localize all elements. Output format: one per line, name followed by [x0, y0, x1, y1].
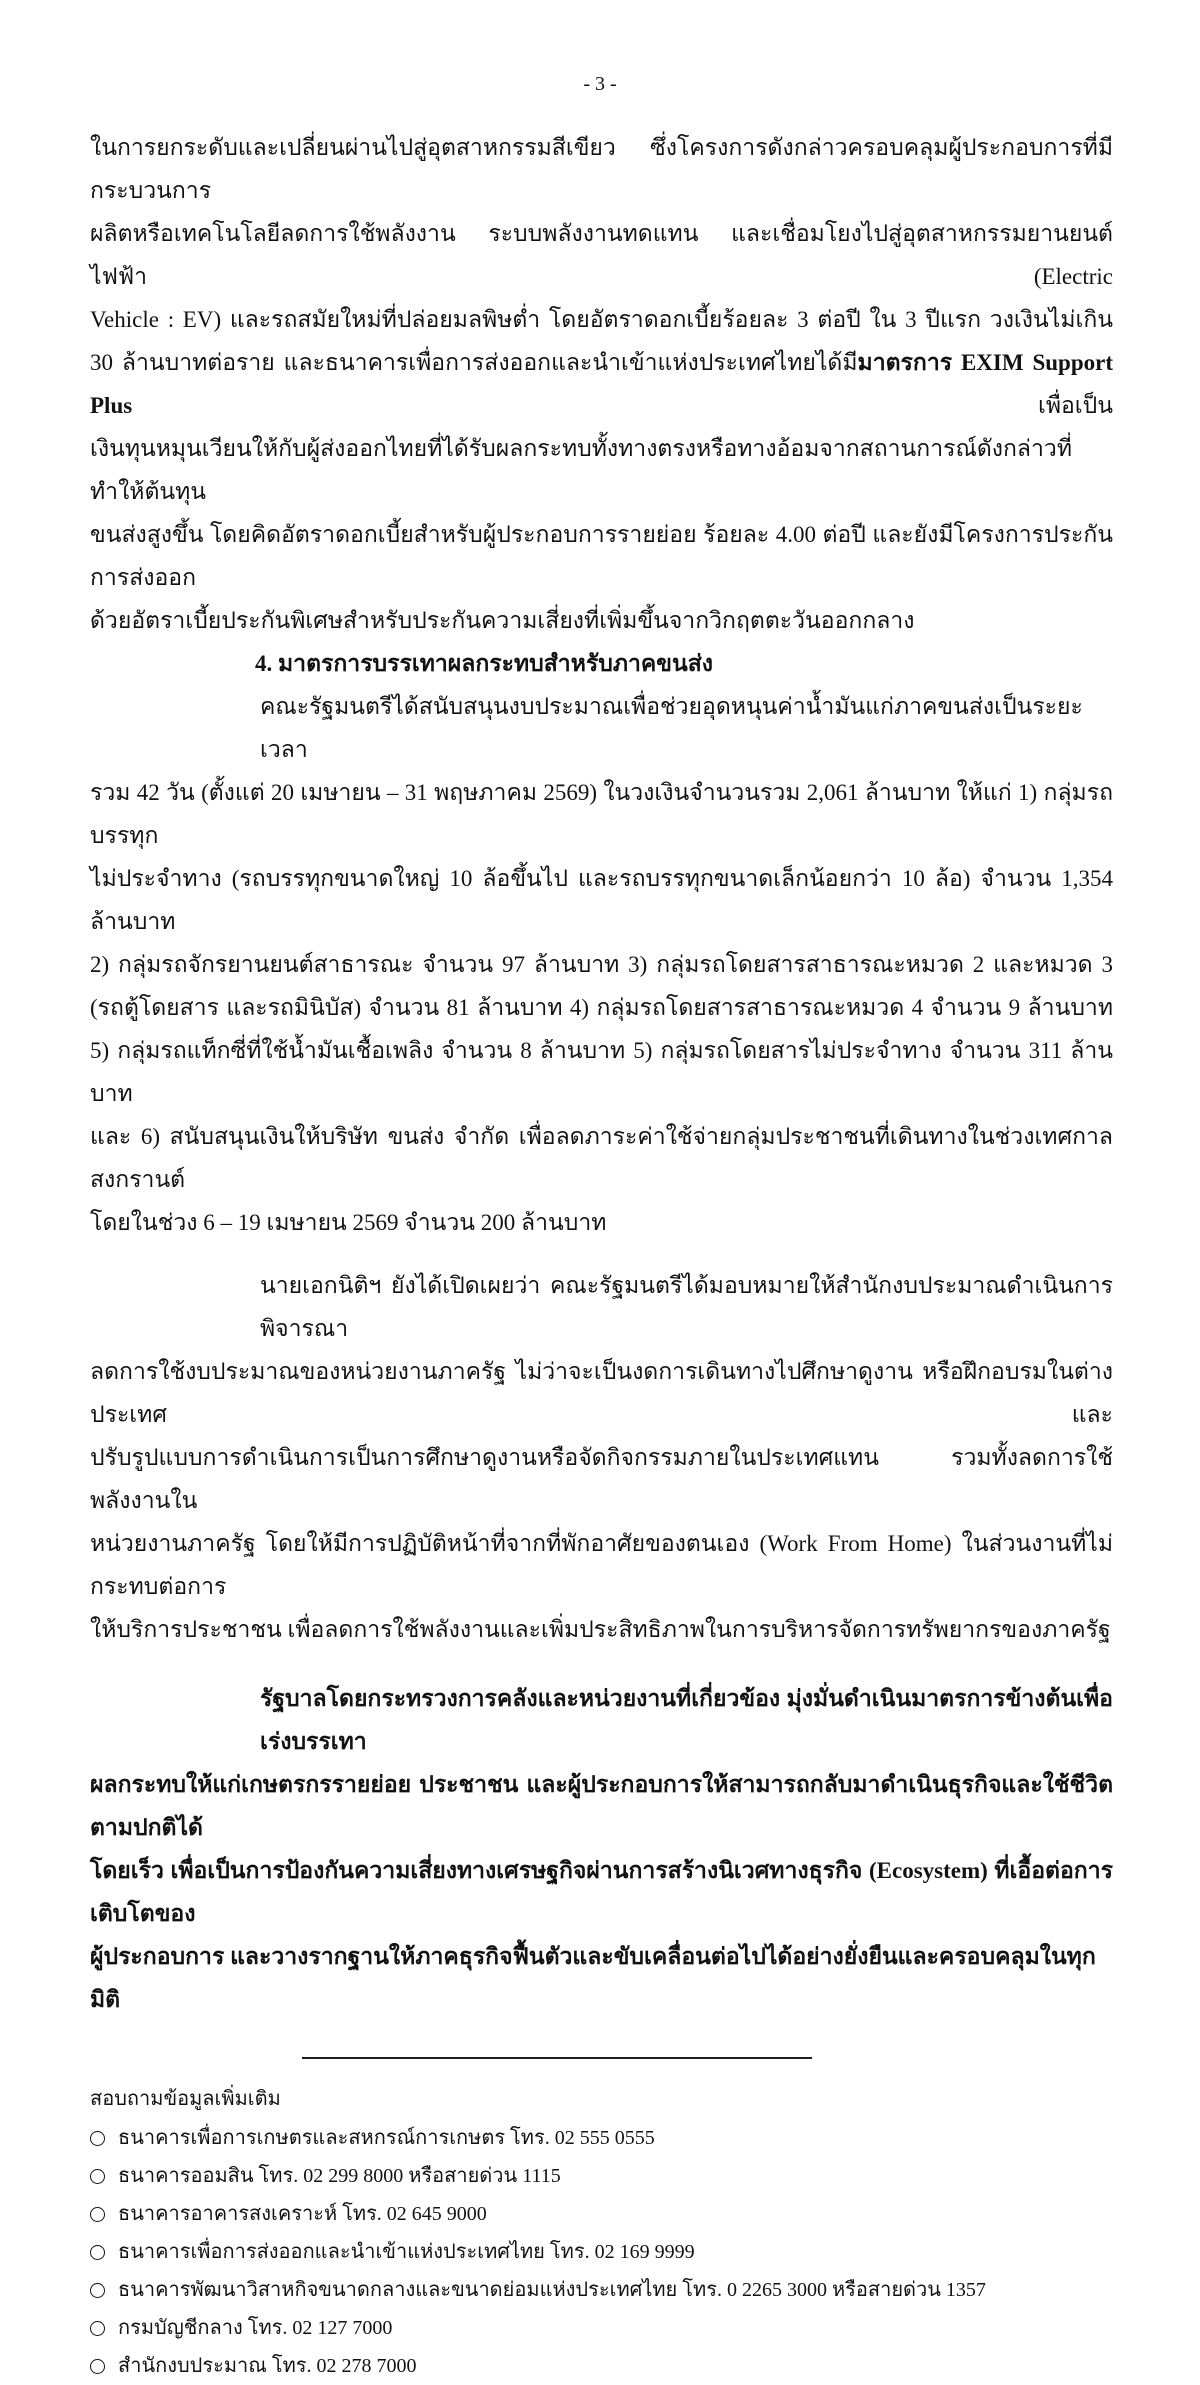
- contact-item-text: ธนาคารเพื่อการส่งออกและนำเข้าแห่งประเทศไทย โทร. 02 169 9999: [118, 2241, 695, 2263]
- page-number: - 3 -: [583, 73, 617, 95]
- text-line: 2) กลุ่มรถจักรยานยนต์สาธารณะ จำนวน 97 ล้านบาท 3) กลุ่มรถโดยสารสาธารณะหมวด 2 และหมวด 3: [90, 952, 1113, 977]
- text-line: ให้บริการประชาชน เพื่อลดการใช้พลังงานและเพิ่มประสิทธิภาพในการบริหารจัดการทรัพยากรของภาครัฐ: [90, 1617, 1111, 1642]
- text-line: รวม 42 วัน (ตั้งแต่ 20 เมษายน – 31 พฤษภาคม 2569) ในวงเงินจำนวนรวม 2,061 ล้านบาท ให้แก่ 1) กลุ่มรถบรรทุก: [90, 780, 1113, 848]
- text-segment: 30 ล้านบาทต่อราย และธนาคารเพื่อการส่งออกและนำเข้าแห่งประเทศไทยได้มี: [90, 350, 858, 375]
- text-line: คณะรัฐมนตรีได้สนับสนุนงบประมาณเพื่อช่วยอุดหนุนค่าน้ำมันแก่ภาคขนส่งเป็นระยะเวลา: [260, 694, 1083, 762]
- contact-item-text: ธนาคารออมสิน โทร. 02 299 8000 หรือสายด่วน 1115: [118, 2165, 561, 2187]
- circle-bullet-icon: [90, 2245, 105, 2260]
- contact-heading: สอบถามข้อมูลเพิ่มเติม: [90, 2088, 281, 2110]
- contact-item: [90, 2233, 1113, 2271]
- text-line: ไม่ประจำทาง (รถบรรทุกขนาดใหญ่ 10 ล้อขึ้นไป และรถบรรทุกขนาดเล็กน้อยกว่า 10 ล้อ) จำนวน 1,354 ล้านบาท: [90, 866, 1113, 934]
- text-line: และ 6) สนับสนุนเงินให้บริษัท ขนส่ง จำกัด เพื่อลดภาระค่าใช้จ่ายกลุ่มประชาชนที่เดินทางในช่วงเทศกาลสงกรานต์: [90, 1124, 1113, 1192]
- circle-bullet-icon: [90, 2169, 105, 2184]
- text-line: ปรับรูปแบบการดำเนินการเป็นการศึกษาดูงานหรือจัดกิจกรรมภายในประเทศแทน รวมทั้งลดการใช้พลังงานใน: [90, 1445, 1113, 1513]
- contact-section: [90, 2079, 1113, 2385]
- circle-bullet-icon: [90, 2283, 105, 2298]
- circle-bullet-icon: [90, 2131, 105, 2146]
- text-line: นายเอกนิติฯ ยังได้เปิดเผยว่า คณะรัฐมนตรีได้มอบหมายให้สำนักงบประมาณดำเนินการพิจารณา: [260, 1273, 1113, 1341]
- divider-line: [302, 2057, 812, 2059]
- contact-item-text: กรมบัญชีกลาง โทร. 02 127 7000: [118, 2317, 393, 2339]
- contact-item: [90, 2195, 1113, 2233]
- contact-item: [90, 2347, 1113, 2385]
- contact-item-text: ธนาคารพัฒนาวิสาหกิจขนาดกลางและขนาดย่อมแห่งประเทศไทย โทร. 0 2265 3000 หรือสายด่วน 1357: [118, 2279, 986, 2301]
- contact-item: [90, 2119, 1113, 2157]
- text-line: ในการยกระดับและเปลี่ยนผ่านไปสู่อุตสาหกรรมสีเขียว ซึ่งโครงการดังกล่าวครอบคลุมผู้ประกอบการที่มีกระบวนการ: [90, 135, 1113, 203]
- contact-item: [90, 2157, 1113, 2195]
- text-line: ผลกระทบให้แก่เกษตรกรรายย่อย ประชาชน และผู้ประกอบการให้สามารถกลับมาดำเนินธุรกิจและใช้ชีวิตตามปกติได้: [90, 1772, 1113, 1840]
- paragraph-transport-measures: [90, 685, 1113, 1244]
- text-line: หน่วยงานภาครัฐ โดยให้มีการปฏิบัติหน้าที่จากที่พักอาศัยของตนเอง (Work From Home) ในส่วนงานที่ไม่กระทบต่อการ: [90, 1531, 1113, 1599]
- paragraph-budget-reduction: [90, 1264, 1113, 1651]
- contact-item: [90, 2309, 1113, 2347]
- text-line: โดยในช่วง 6 – 19 เมษายน 2569 จำนวน 200 ล้านบาท: [90, 1210, 607, 1235]
- circle-bullet-icon: [90, 2321, 105, 2336]
- text-line: ผลิตหรือเทคโนโลยีลดการใช้พลังงาน ระบบพลังงานทดแทน และเชื่อมโยงไปสู่อุตสาหกรรมยานยนต์ไฟฟ้า (Electric: [90, 221, 1113, 289]
- section-4-heading: 4. มาตรการบรรเทาผลกระทบสำหรับภาคขนส่ง: [255, 651, 714, 676]
- text-line: ผู้ประกอบการ และวางรากฐานให้ภาคธุรกิจฟื้นตัวและขับเคลื่อนต่อไปได้อย่างยั่งยืนและครอบคลุมในทุกมิติ: [90, 1944, 1096, 2012]
- paragraph-government-commitment: [90, 1677, 1113, 2021]
- text-line: 5) กลุ่มรถแท็กซี่ที่ใช้น้ำมันเชื้อเพลิง จำนวน 8 ล้านบาท 5) กลุ่มรถโดยสารไม่ประจำทาง จำนวน 311 ล้านบาท: [90, 1038, 1113, 1106]
- exim-support-plus-bold-text: มาตรการ EXIM Support Plus: [90, 350, 1113, 418]
- paragraph-green-industry: [90, 126, 1113, 642]
- circle-bullet-icon: [90, 2207, 105, 2222]
- text-line: เงินทุนหมุนเวียนให้กับผู้ส่งออกไทยที่ได้รับผลกระทบทั้งทางตรงหรือทางอ้อมจากสถานการณ์ดังกล่าวที่ทำให้ต้นทุน: [90, 436, 1072, 504]
- text-line: [90, 341, 1113, 427]
- text-line: Vehicle : EV) และรถสมัยใหม่ที่ปล่อยมลพิษต่ำ โดยอัตราดอกเบี้ยร้อยละ 3 ต่อปี ใน 3 ปีแรก วงเงินไม่เกิน: [90, 307, 1113, 332]
- text-line: โดยเร็ว เพื่อเป็นการป้องกันความเสี่ยงทางเศรษฐกิจผ่านการสร้างนิเวศทางธุรกิจ (Ecosystem) ที่เอื้อต่อการเติบโตของ: [90, 1858, 1113, 1926]
- circle-bullet-icon: [90, 2359, 105, 2374]
- document-body: [90, 126, 1113, 2385]
- contact-item-text: ธนาคารอาคารสงเคราะห์ โทร. 02 645 9000: [118, 2203, 487, 2225]
- text-line: ขนส่งสูงขึ้น โดยคิดอัตราดอกเบี้ยสำหรับผู้ประกอบการรายย่อย ร้อยละ 4.00 ต่อปี และยังมีโครงการประกันการส่งออก: [90, 522, 1113, 590]
- text-line: (รถตู้โดยสาร และรถมินิบัส) จำนวน 81 ล้านบาท 4) กลุ่มรถโดยสารสาธารณะหมวด 4 จำนวน 9 ล้านบาท: [90, 995, 1113, 1020]
- text-segment: เพื่อเป็น: [132, 393, 1113, 418]
- text-line: รัฐบาลโดยกระทรวงการคลังและหน่วยงานที่เกี่ยวข้อง มุ่งมั่นดำเนินมาตรการข้างต้นเพื่อเร่งบรรเทา: [260, 1686, 1113, 1754]
- contact-item-text: สำนักงบประมาณ โทร. 02 278 7000: [118, 2355, 417, 2377]
- text-line: ลดการใช้งบประมาณของหน่วยงานภาครัฐ ไม่ว่าจะเป็นงดการเดินทางไปศึกษาดูงาน หรือฝึกอบรมในต่างประเทศ และ: [90, 1359, 1113, 1427]
- text-line: ด้วยอัตราเบี้ยประกันพิเศษสำหรับประกันความเสี่ยงที่เพิ่มขึ้นจากวิกฤตตะวันออกกลาง: [90, 608, 915, 633]
- contact-item: [90, 2271, 1113, 2309]
- contact-item-text: ธนาคารเพื่อการเกษตรและสหกรณ์การเกษตร โทร. 02 555 0555: [118, 2127, 655, 2149]
